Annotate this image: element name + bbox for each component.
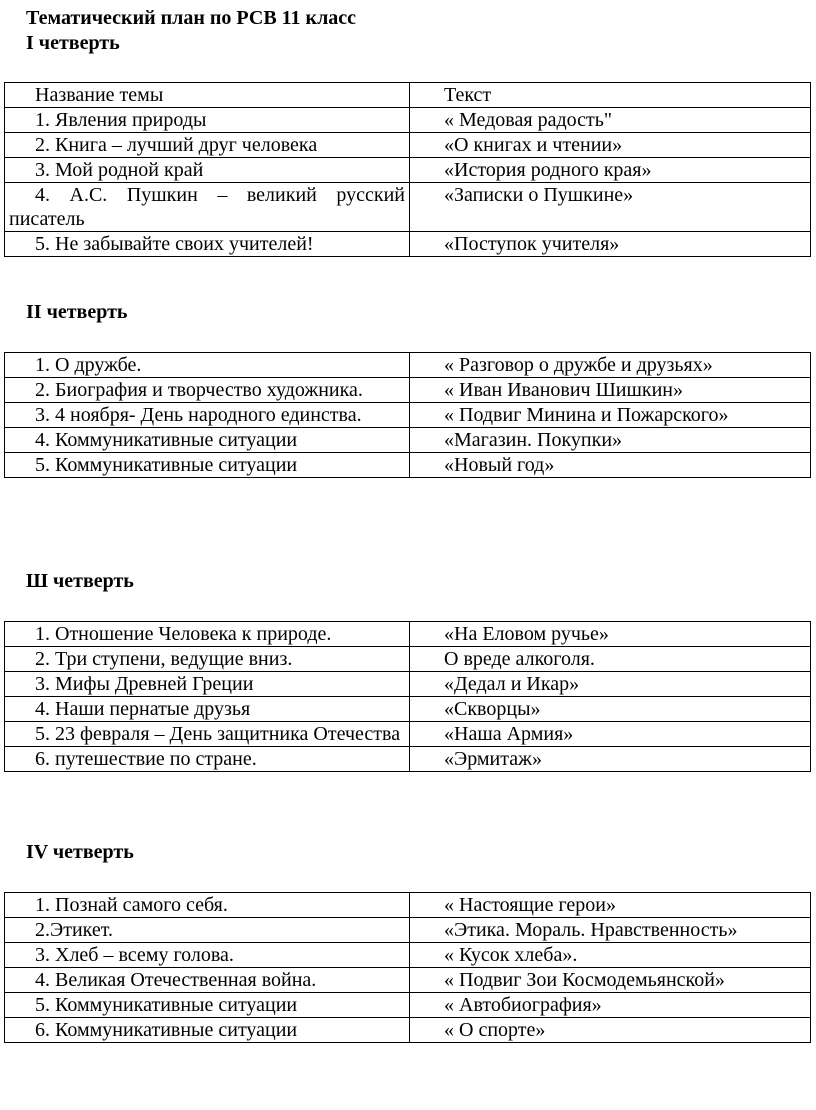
table-row	[5, 968, 811, 993]
text-cell: «О книгах и чтении»	[410, 133, 811, 158]
text-cell: «Поступок учителя»	[410, 232, 811, 257]
topic-cell: 4. Коммуникативные ситуации	[5, 428, 410, 453]
table-row	[5, 108, 811, 133]
topic-cell: 1. О дружбе.	[5, 353, 410, 378]
topic-cell: 4. Наши пернатые друзья	[5, 697, 410, 722]
text-cell: «Новый год»	[410, 453, 811, 478]
text-cell: « Автобиография»	[410, 993, 811, 1018]
text-cell: О вреде алкоголя.	[410, 647, 811, 672]
quarter-1-table	[4, 82, 811, 257]
topic-column-header: Название темы	[5, 83, 410, 108]
table-row	[5, 722, 811, 747]
text-cell: « Кусок хлеба».	[410, 943, 811, 968]
text-cell: «Дедал и Икар»	[410, 672, 811, 697]
topic-cell: 1. Явления природы	[5, 108, 410, 133]
topic-cell: 2. Три ступени, ведущие вниз.	[5, 647, 410, 672]
text-cell: « Иван Иванович Шишкин»	[410, 378, 811, 403]
topic-cell: 6. Коммуникативные ситуации	[5, 1018, 410, 1043]
table-row	[5, 378, 811, 403]
topic-cell: 5. 23 февраля – День защитника Отечества	[5, 722, 410, 747]
topic-cell: 3. Мифы Древней Греции	[5, 672, 410, 697]
text-cell: « Подвиг Зои Космодемьянской»	[410, 968, 811, 993]
topic-cell: 4. А.С. Пушкин – великий русский писатель	[5, 183, 410, 232]
table-row	[5, 353, 811, 378]
quarter-4-table	[4, 892, 811, 1043]
table-row	[5, 232, 811, 257]
text-cell: «Этика. Мораль. Нравственность»	[410, 918, 811, 943]
quarter-heading-4: IV четверть	[26, 841, 134, 863]
table-row	[5, 158, 811, 183]
topic-cell: 2.Этикет.	[5, 918, 410, 943]
document-title: Тематический план по РСВ 11 класс	[26, 7, 357, 29]
quarter-3-table	[4, 621, 811, 772]
topic-cell: 5. Коммуникативные ситуации	[5, 993, 410, 1018]
table-row	[5, 183, 811, 232]
topic-cell: 3. 4 ноября- День народного единства.	[5, 403, 410, 428]
table-row	[5, 403, 811, 428]
topic-cell: 2. Книга – лучший друг человека	[5, 133, 410, 158]
table-row	[5, 918, 811, 943]
table-row	[5, 133, 811, 158]
text-cell: «Наша Армия»	[410, 722, 811, 747]
text-cell: « О спорте»	[410, 1018, 811, 1043]
text-cell: «Магазин. Покупки»	[410, 428, 811, 453]
topic-cell: 4. Великая Отечественная война.	[5, 968, 410, 993]
topic-cell: 3. Хлеб – всему голова.	[5, 943, 410, 968]
quarter-heading-3: Ш четверть	[26, 570, 134, 592]
table-row	[5, 453, 811, 478]
table-row	[5, 1018, 811, 1043]
text-cell: « Подвиг Минина и Пожарского»	[410, 403, 811, 428]
table-header-row	[5, 83, 811, 108]
text-column-header: Текст	[410, 83, 811, 108]
table-row	[5, 893, 811, 918]
table-row	[5, 428, 811, 453]
table-row	[5, 697, 811, 722]
quarter-heading-1: I четверть	[26, 32, 120, 54]
topic-cell: 5. Не забывайте своих учителей!	[5, 232, 410, 257]
topic-cell: 1. Познай самого себя.	[5, 893, 410, 918]
table-row	[5, 943, 811, 968]
quarter-2-table	[4, 352, 811, 478]
text-cell: « Настоящие герои»	[410, 893, 811, 918]
topic-cell: 6. путешествие по стране.	[5, 747, 410, 772]
text-cell: «Эрмитаж»	[410, 747, 811, 772]
table-row	[5, 993, 811, 1018]
topic-cell: 3. Мой родной край	[5, 158, 410, 183]
text-cell: « Медовая радость"	[410, 108, 811, 133]
quarter-heading-2: II четверть	[26, 301, 128, 323]
text-cell: « Разговор о дружбе и друзьях»	[410, 353, 811, 378]
topic-cell: 1. Отношение Человека к природе.	[5, 622, 410, 647]
topic-cell: 5. Коммуникативные ситуации	[5, 453, 410, 478]
text-cell: «На Еловом ручье»	[410, 622, 811, 647]
topic-cell: 2. Биография и творчество художника.	[5, 378, 410, 403]
text-cell: «История родного края»	[410, 158, 811, 183]
text-cell: «Скворцы»	[410, 697, 811, 722]
table-row	[5, 622, 811, 647]
table-row	[5, 647, 811, 672]
table-row	[5, 747, 811, 772]
table-row	[5, 672, 811, 697]
text-cell: «Записки о Пушкине»	[410, 183, 811, 232]
